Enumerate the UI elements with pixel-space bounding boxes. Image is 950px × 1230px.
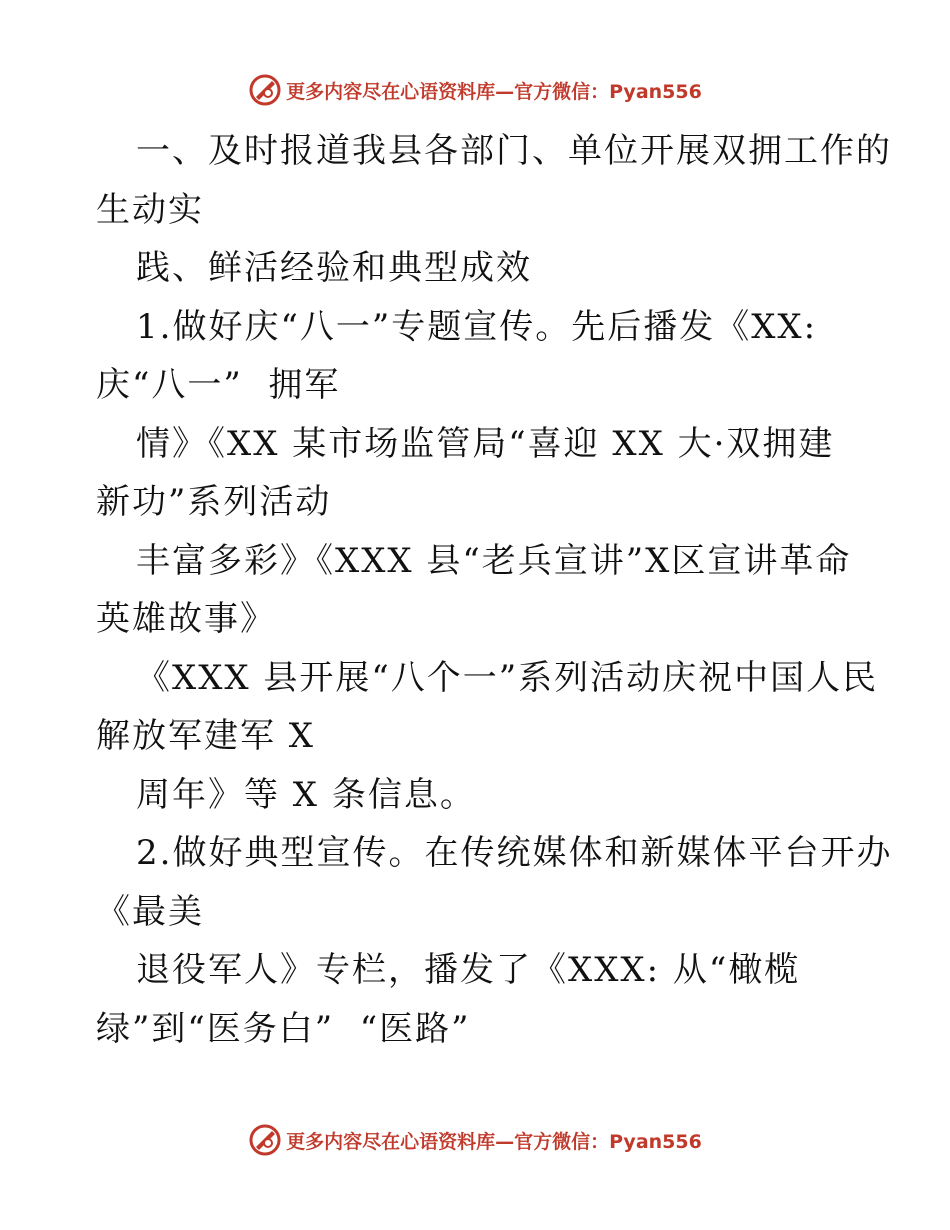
- watermark-footer: [0, 1120, 950, 1160]
- text-line: 2.做好典型宣传。在传统媒体和新媒体平台开办: [136, 833, 893, 873]
- text-line: 新功”系列活动: [96, 482, 332, 522]
- logo-icon: [248, 73, 282, 107]
- text-line: 绿”到“医务白” “医路”: [96, 1008, 471, 1049]
- watermark-text: 更多内容尽在心语资料库—官方微信：Pyan556: [286, 1130, 702, 1153]
- text-line: 庆“八一” 拥军: [96, 365, 341, 405]
- text-line: 一、及时报道我县各部门、单位开展双拥工作的: [136, 131, 892, 171]
- document-body: [96, 122, 893, 1058]
- text-line: 解放军建军 X: [96, 716, 316, 756]
- text-line: 情》《XX 某市场监管局“喜迎 XX 大·双拥建: [136, 423, 835, 464]
- text-line: 践、鲜活经验和典型成效: [136, 248, 532, 288]
- text-line: 英雄故事》: [96, 599, 276, 639]
- watermark-header: [0, 70, 950, 110]
- text-line: 周年》等 X 条信息。: [136, 774, 476, 815]
- text-line: 1.做好庆“八一”专题宣传。先后播发《XX:: [136, 306, 818, 347]
- text-line: 丰富多彩》《XXX 县“老兵宣讲”X区宣讲革命: [136, 540, 852, 581]
- text-line: 退役军人》专栏，播发了《XXX: 从“橄榄: [136, 950, 801, 990]
- logo-icon: [248, 1123, 282, 1157]
- text-line: 《最美: [96, 891, 204, 932]
- text-line: 《XXX 县开展“八个一”系列活动庆祝中国人民: [136, 657, 879, 698]
- text-line: 生动实: [96, 189, 204, 230]
- watermark-text: 更多内容尽在心语资料库—官方微信：Pyan556: [286, 80, 702, 103]
